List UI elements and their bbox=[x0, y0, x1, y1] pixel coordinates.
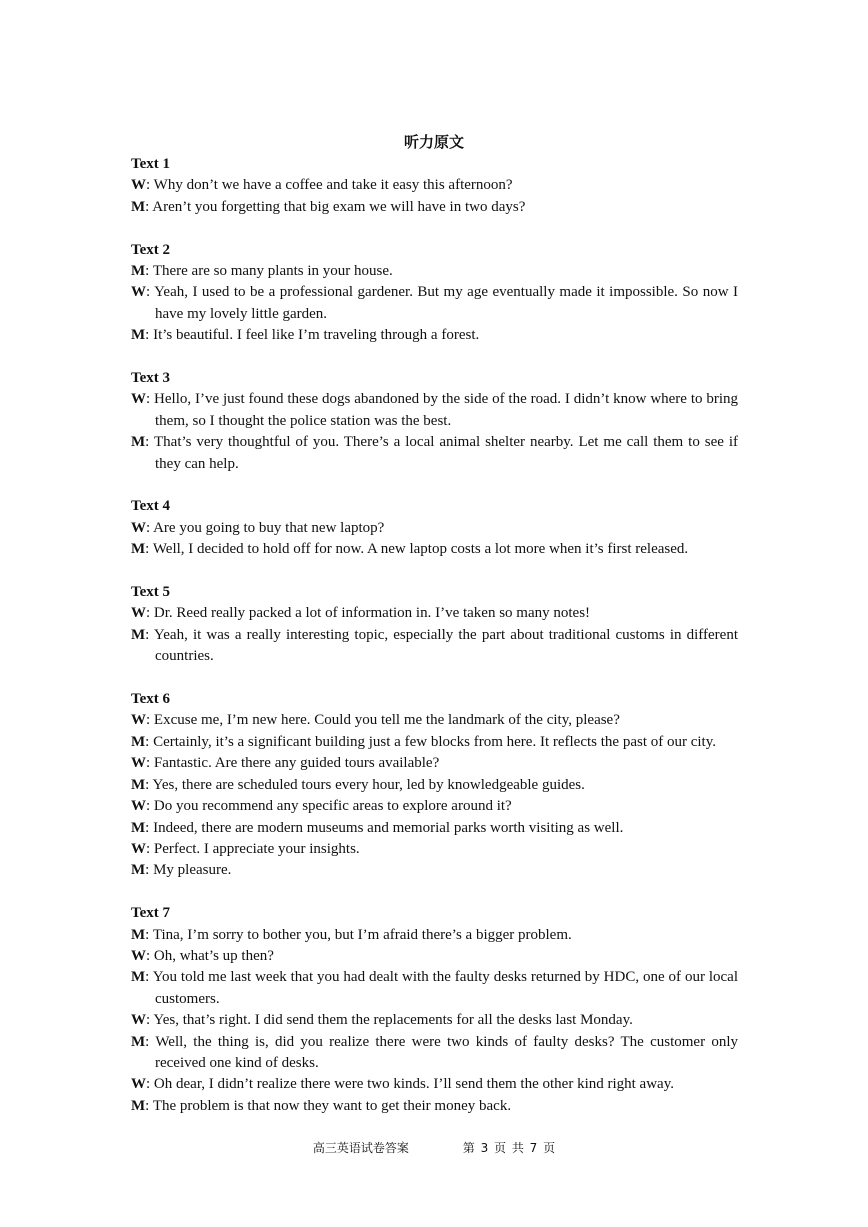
footer-doc-title: 高三英语试卷答案 bbox=[312, 1141, 409, 1155]
speaker-separator: : bbox=[146, 755, 154, 772]
line-text: Certainly, it’s a significant building just a few blocks from here. It reflects the past of our city. bbox=[153, 733, 716, 750]
dialogue-line bbox=[131, 518, 738, 539]
line-text: Hello, I’ve just found these dogs abandoned by the side of the road. I didn’t know where to bring them, so I thought the police station was the best. bbox=[154, 391, 739, 429]
line-text: That’s very thoughtful of you. There’s a local animal shelter nearby. Let me call them to see if they can help. bbox=[154, 434, 738, 472]
line-text: The problem is that now they want to get their money back. bbox=[152, 1097, 512, 1114]
speaker-separator: : bbox=[145, 263, 153, 280]
section-heading: Text 5 bbox=[131, 584, 171, 601]
line-text: Excuse me, I’m new here. Could you tell me the landmark of the city, please? bbox=[153, 712, 620, 729]
line-text: You told me last week that you had dealt with the faulty desks returned by HDC, one of our local customers. bbox=[152, 969, 738, 1007]
dialogue-line bbox=[131, 1010, 738, 1031]
speaker-label: W bbox=[131, 1012, 146, 1029]
speaker-label: M bbox=[131, 1097, 146, 1114]
speaker-label: M bbox=[131, 926, 146, 943]
page-title: 听力原文 bbox=[403, 133, 464, 151]
speaker-separator: : bbox=[145, 926, 153, 943]
dialogue-line bbox=[131, 818, 738, 839]
dialogue-line bbox=[131, 389, 738, 432]
speaker-separator: : bbox=[145, 776, 153, 793]
speaker-label: W bbox=[131, 177, 146, 194]
dialogue-line bbox=[131, 603, 738, 624]
section-heading: Text 3 bbox=[131, 370, 171, 387]
speaker-label: M bbox=[131, 776, 146, 793]
speaker-separator: : bbox=[146, 1076, 154, 1093]
speaker-label: W bbox=[131, 755, 146, 772]
speaker-label: M bbox=[131, 541, 146, 558]
dialogue-line bbox=[131, 282, 738, 325]
speaker-label: M bbox=[131, 969, 146, 986]
speaker-separator: : bbox=[146, 840, 154, 857]
line-text: Dr. Reed really packed a lot of information in. I’ve taken so many notes! bbox=[153, 605, 591, 622]
dialogue-line bbox=[131, 710, 738, 731]
dialogue-line bbox=[131, 325, 738, 346]
speaker-separator: : bbox=[145, 733, 154, 750]
dialogue-line bbox=[131, 839, 738, 860]
dialogue-line bbox=[131, 175, 738, 196]
transcript-body bbox=[131, 154, 738, 1139]
line-text: Indeed, there are modern museums and memorial parks worth visiting as well. bbox=[153, 819, 624, 836]
line-text: My pleasure. bbox=[153, 862, 232, 879]
speaker-separator: : bbox=[146, 798, 154, 815]
line-text: Why don’t we have a coffee and take it easy this afternoon? bbox=[153, 177, 513, 194]
line-text: Fantastic. Are there any guided tours available? bbox=[153, 755, 440, 772]
speaker-label: W bbox=[131, 840, 146, 857]
speaker-label: M bbox=[131, 263, 146, 280]
speaker-label: M bbox=[131, 434, 146, 451]
transcript-section bbox=[131, 368, 738, 475]
speaker-separator: : bbox=[145, 1033, 156, 1050]
speaker-separator: : bbox=[146, 947, 154, 964]
dialogue-line bbox=[131, 432, 738, 475]
speaker-separator: : bbox=[146, 712, 154, 729]
speaker-label: W bbox=[131, 391, 146, 408]
footer-page-number: 第 3 页 共 7 页 bbox=[462, 1141, 556, 1155]
line-text: Do you recommend any specific areas to explore around it? bbox=[153, 798, 512, 815]
dialogue-line bbox=[131, 539, 738, 560]
dialogue-line bbox=[131, 1074, 738, 1095]
speaker-separator: : bbox=[145, 541, 153, 558]
speaker-label: M bbox=[131, 733, 146, 750]
speaker-separator: : bbox=[145, 198, 153, 215]
line-text: Yes, that’s right. I did send them the replacements for all the desks last Monday. bbox=[153, 1012, 633, 1029]
transcript-section bbox=[131, 582, 738, 668]
dialogue-line bbox=[131, 261, 738, 282]
section-heading: Text 4 bbox=[131, 498, 171, 515]
dialogue-line bbox=[131, 197, 738, 218]
speaker-label: W bbox=[131, 712, 146, 729]
line-text: Perfect. I appreciate your insights. bbox=[153, 840, 360, 857]
line-text: Yeah, it was a really interesting topic, especially the part about traditional customs in different countries. bbox=[153, 626, 738, 665]
line-text: It’s beautiful. I feel like I’m traveling through a forest. bbox=[153, 327, 480, 344]
speaker-label: W bbox=[131, 947, 146, 964]
line-text: Yeah, I used to be a professional gardener. But my age eventually made it impossible. So now I have my lovely little garden. bbox=[154, 284, 738, 322]
speaker-separator: : bbox=[145, 1097, 153, 1114]
speaker-label: M bbox=[131, 626, 146, 643]
dialogue-line bbox=[131, 775, 738, 796]
dialogue-line bbox=[131, 732, 738, 753]
transcript-section bbox=[131, 903, 738, 1117]
speaker-separator: : bbox=[146, 605, 154, 622]
speaker-label: M bbox=[131, 819, 146, 836]
line-text: Aren’t you forgetting that big exam we will have in two days? bbox=[152, 198, 526, 215]
dialogue-line bbox=[131, 625, 738, 668]
speaker-separator: : bbox=[145, 434, 154, 451]
speaker-label: M bbox=[131, 1033, 146, 1050]
speaker-label: W bbox=[131, 798, 146, 815]
dialogue-line bbox=[131, 860, 738, 881]
speaker-label: W bbox=[131, 284, 146, 301]
transcript-section bbox=[131, 154, 738, 218]
dialogue-line bbox=[131, 1032, 738, 1075]
section-heading: Text 1 bbox=[131, 156, 171, 172]
line-text: Well, the thing is, did you realize there were two kinds of faulty desks? The customer only received one kind of desks. bbox=[155, 1033, 738, 1071]
section-heading: Text 6 bbox=[131, 691, 171, 708]
transcript-section bbox=[131, 689, 738, 882]
section-heading: Text 7 bbox=[131, 905, 171, 922]
speaker-separator: : bbox=[145, 626, 154, 643]
dialogue-line bbox=[131, 1096, 738, 1117]
speaker-label: M bbox=[131, 327, 146, 344]
dialogue-line bbox=[131, 967, 738, 1010]
speaker-separator: : bbox=[145, 862, 154, 879]
speaker-label: W bbox=[131, 519, 146, 536]
line-text: Are you going to buy that new laptop? bbox=[153, 519, 385, 536]
speaker-separator: : bbox=[146, 177, 154, 194]
speaker-separator: : bbox=[146, 284, 155, 301]
dialogue-line bbox=[131, 946, 738, 967]
transcript-section bbox=[131, 496, 738, 560]
speaker-separator: : bbox=[145, 327, 154, 344]
line-text: Oh dear, I didn’t realize there were two kinds. I’ll send them the other kind right away. bbox=[153, 1076, 674, 1093]
speaker-separator: : bbox=[145, 819, 154, 836]
section-heading: Text 2 bbox=[131, 241, 171, 258]
dialogue-line bbox=[131, 753, 738, 774]
dialogue-line bbox=[131, 925, 738, 946]
speaker-separator: : bbox=[145, 969, 153, 986]
line-text: There are so many plants in your house. bbox=[152, 263, 393, 280]
speaker-separator: : bbox=[146, 1012, 154, 1029]
speaker-label: W bbox=[131, 1076, 146, 1093]
line-text: Well, I decided to hold off for now. A new laptop costs a lot more when it’s first released. bbox=[152, 541, 689, 558]
transcript-section bbox=[131, 240, 738, 347]
line-text: Yes, there are scheduled tours every hour, led by knowledgeable guides. bbox=[152, 776, 585, 793]
dialogue-line bbox=[131, 796, 738, 817]
line-text: Oh, what’s up then? bbox=[153, 947, 274, 964]
speaker-label: M bbox=[131, 198, 146, 215]
line-text: Tina, I’m sorry to bother you, but I’m afraid there’s a bigger problem. bbox=[152, 926, 572, 943]
speaker-separator: : bbox=[146, 519, 154, 536]
page-footer bbox=[0, 1139, 868, 1156]
speaker-separator: : bbox=[146, 391, 155, 408]
speaker-label: M bbox=[131, 862, 146, 879]
speaker-label: W bbox=[131, 605, 146, 622]
